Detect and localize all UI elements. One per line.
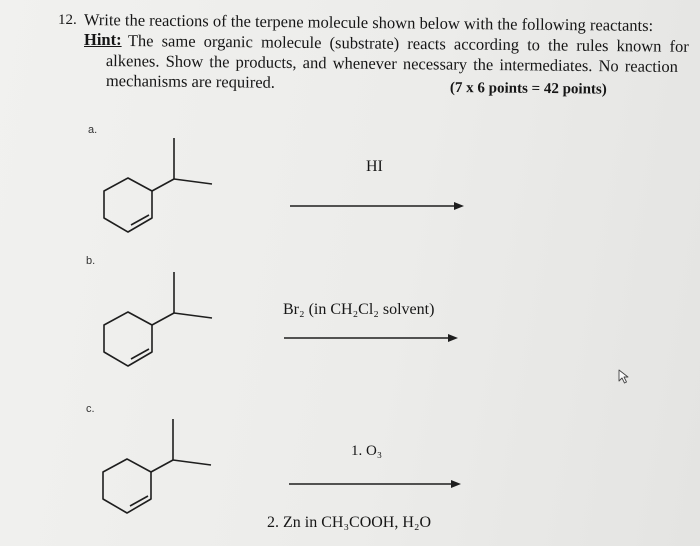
reaction-arrow-b (284, 332, 460, 344)
question-number: 12. (58, 12, 77, 28)
mouse-pointer-icon (618, 369, 632, 385)
points-note: (7 x 6 points = 42 points) (449, 79, 607, 98)
part-a-label: a. (88, 124, 98, 136)
hint-label: Hint: (84, 30, 122, 49)
question-line-2: The same organic molecule (substrate) reacts according to the rules known for (127, 31, 689, 56)
question-line-3: alkenes. Show the products, and whenever necessary the intermediates. No reaction (105, 51, 679, 76)
question-line-1: Write the reactions of the terpene molecule shown below with the following reactants: (83, 10, 654, 35)
reagent-a: HI (366, 158, 383, 175)
reaction-arrow-c (289, 478, 463, 490)
terpene-structure-a (98, 138, 218, 238)
part-c-label: c. (86, 403, 95, 415)
terpene-structure-c (97, 419, 217, 519)
reagent-c-step-1: 1. O₃ (351, 443, 383, 459)
terpene-structure-b (98, 272, 218, 372)
reagent-c-step-2: 2. Zn in CH₃COOH, H₂O (267, 514, 432, 531)
reagent-b: Br₂ (in CH₂Cl₂ solvent) (283, 301, 435, 318)
reaction-arrow-a (290, 200, 466, 212)
question-line-4: mechanisms are required. (105, 71, 276, 92)
part-b-label: b. (86, 255, 96, 267)
